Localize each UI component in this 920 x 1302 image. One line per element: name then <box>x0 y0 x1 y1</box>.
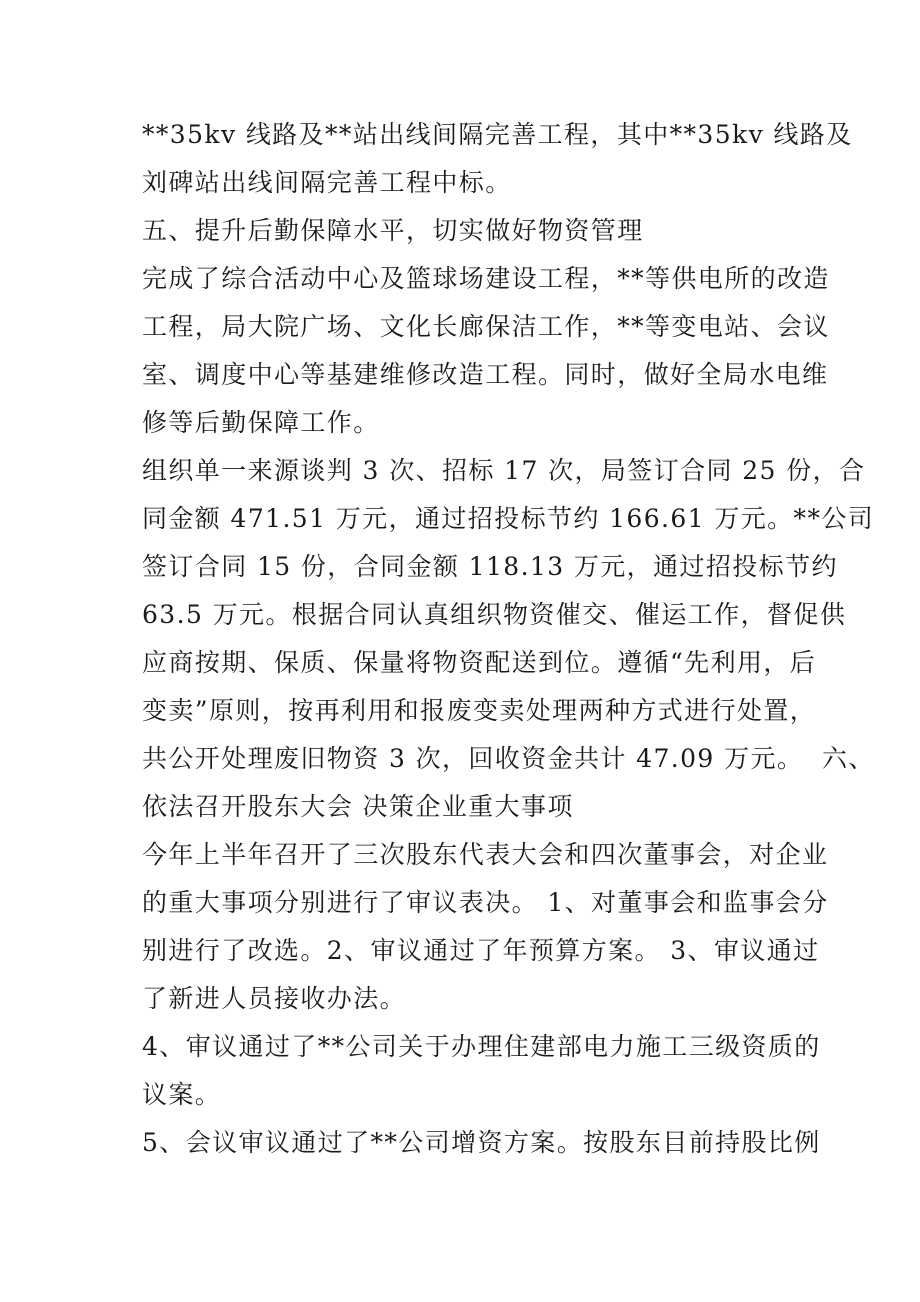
text-line: **35kv 线路及**站出线间隔完善工程，其中**35kv 线路及 <box>142 120 853 149</box>
text-line: 完成了综合活动中心及篮球场建设工程，**等供电所的改造 <box>142 264 830 293</box>
text-line: 议案。 <box>142 1080 222 1109</box>
text-line: 签订合同 15 份，合同金额 118.13 万元，通过招投标节约 <box>142 552 838 581</box>
text-line: 4、审议通过了**公司关于办理住建部电力施工三级资质的 <box>142 1032 821 1061</box>
section-heading: 依法召开股东大会 决策企业重大事项 <box>142 792 574 821</box>
text-line: 同金额 471.51 万元，通过招投标节约 166.61 万元。**公司 <box>142 504 875 533</box>
text-line: 工程，局大院广场、文化长廊保洁工作，**等变电站、会议 <box>142 312 830 341</box>
text-line: 别进行了改选。2、审议通过了年预算方案。 3、审议通过 <box>142 936 820 965</box>
text-line: 共公开处理废旧物资 3 次，回收资金共计 47.09 万元。 六、 <box>142 744 875 773</box>
text-line: 变卖”原则，按再利用和报废变卖处理两种方式进行处置， <box>142 696 817 725</box>
text-line: 刘碑站出线间隔完善工程中标。 <box>142 168 512 197</box>
text-line: 63.5 万元。根据合同认真组织物资催交、催运工作，督促供 <box>142 600 847 629</box>
text-line: 5、会议审议通过了**公司增资方案。按股东目前持股比例 <box>142 1128 821 1157</box>
text-line: 的重大事项分别进行了审议表决。 1、对董事会和监事会分 <box>142 888 829 917</box>
text-line: 修等后勤保障工作。 <box>142 408 380 437</box>
text-line: 组织单一来源谈判 3 次、招标 17 次，局签订合同 25 份，合 <box>142 456 866 485</box>
text-line: 今年上半年召开了三次股东代表大会和四次董事会，对企业 <box>142 840 829 869</box>
text-line: 了新进人员接收办法。 <box>142 984 407 1013</box>
text-line: 室、调度中心等基建维修改造工程。同时，做好全局水电维 <box>142 360 829 389</box>
section-heading: 五、提升后勤保障水平，切实做好物资管理 <box>142 216 644 245</box>
text-line: 应商按期、保质、保量将物资配送到位。遵循“先利用，后 <box>142 648 817 677</box>
